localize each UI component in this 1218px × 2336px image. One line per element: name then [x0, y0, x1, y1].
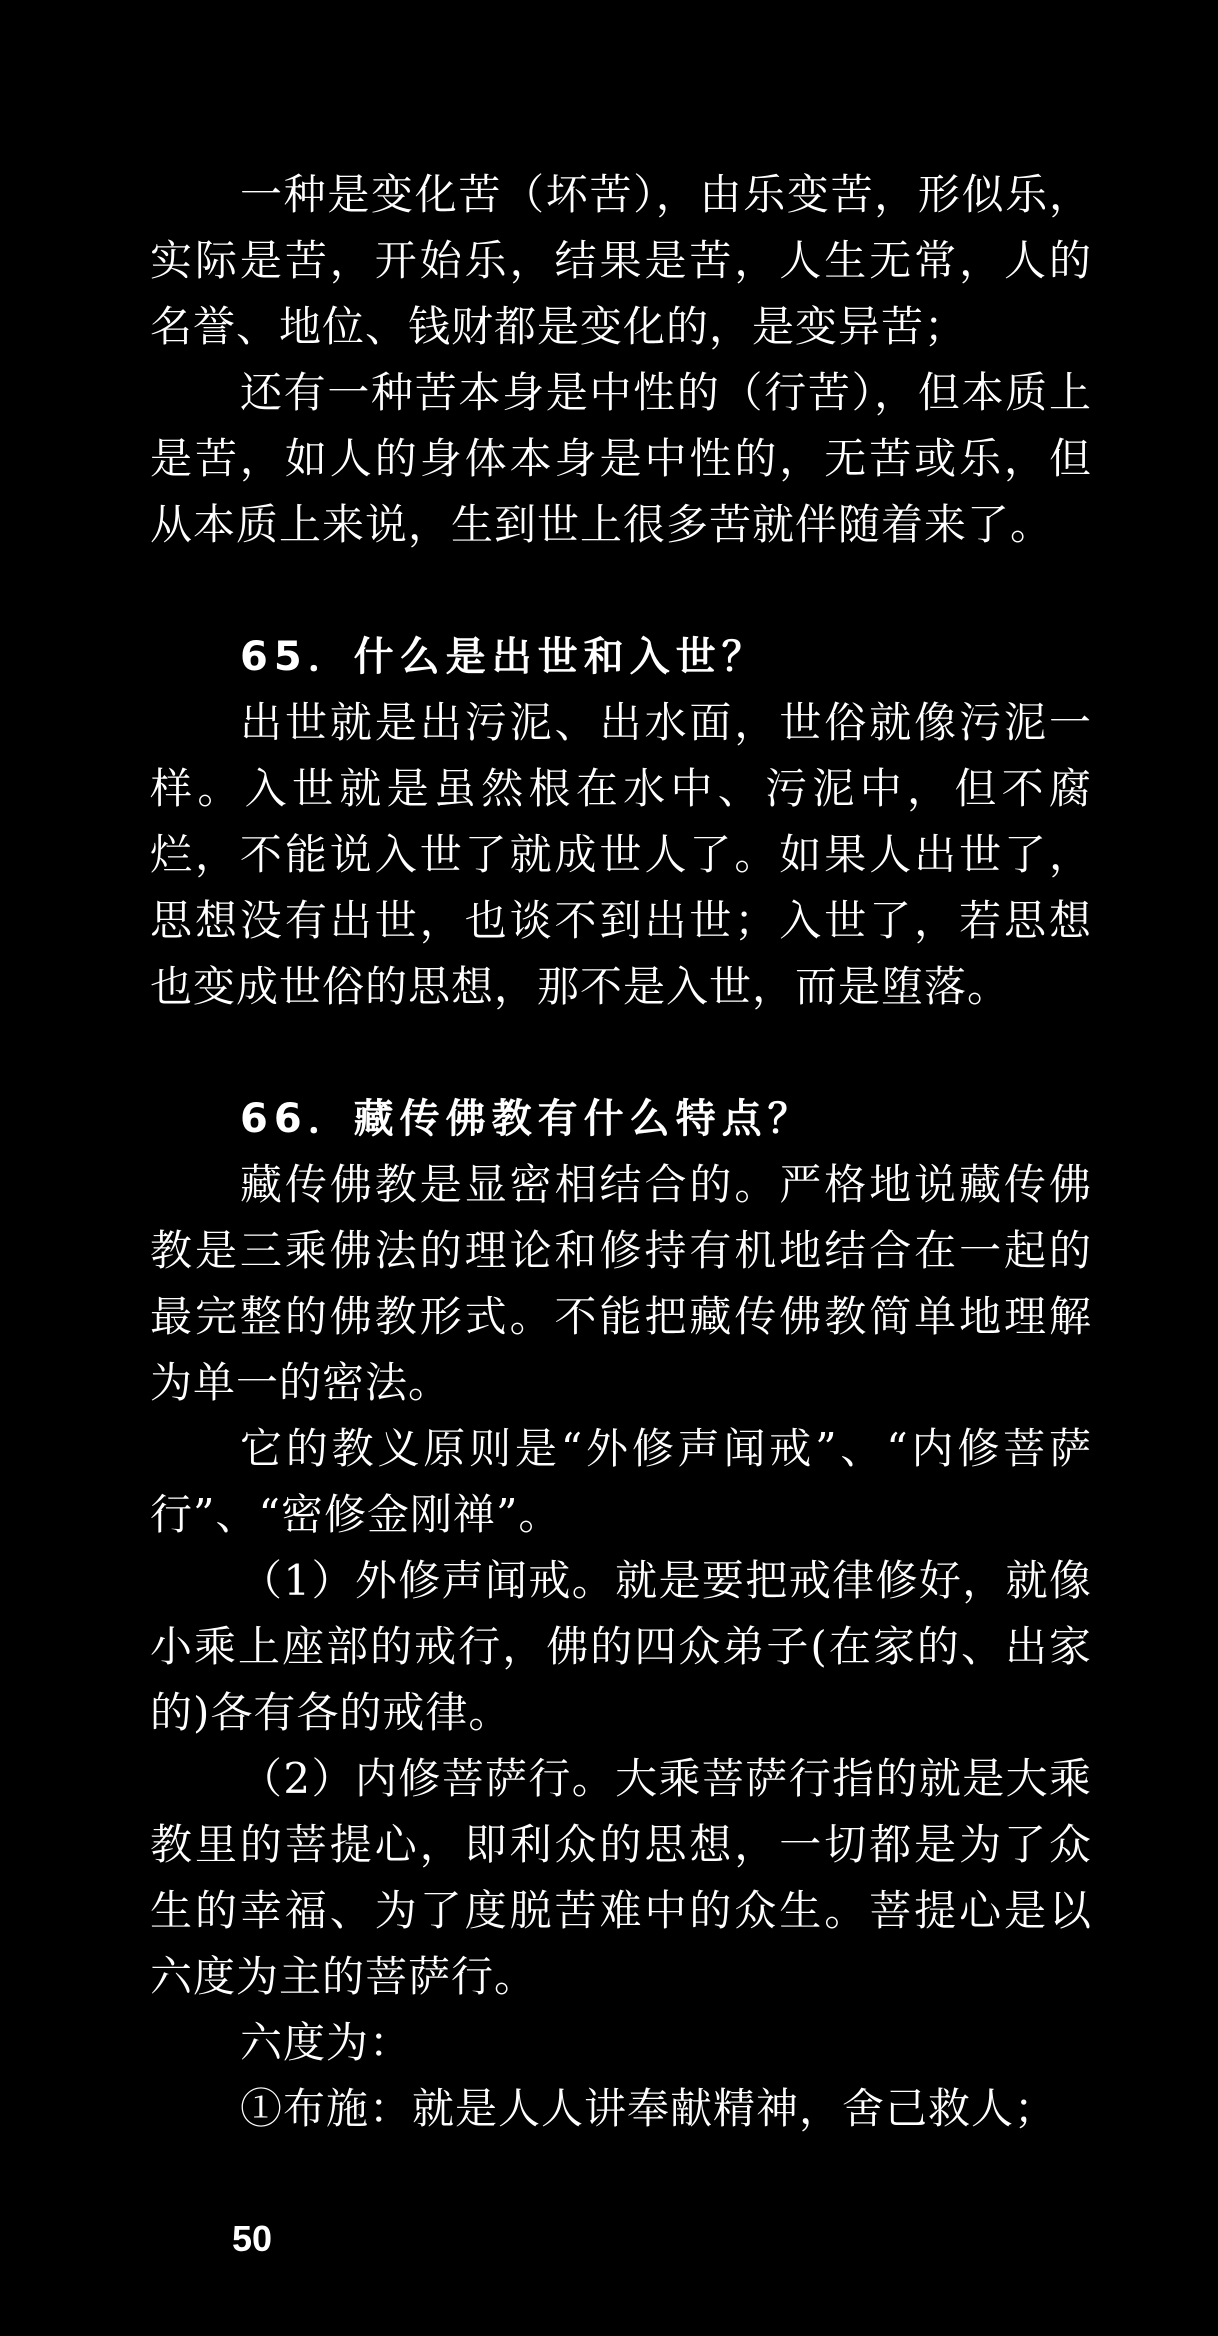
section-66-paragraph-1: 藏传佛教是显密相结合的。严格地说藏传佛教是三乘佛法的理论和修持有机地结合在一起的最完整的佛教形式。不能把藏传佛教简单地理解为单一的密法。	[150, 1160, 1092, 1407]
page-number: 50	[232, 2218, 273, 2259]
paragraph-bad-suffering: 一种是变化苦（坏苦），由乐变苦，形似乐，实际是苦，开始乐，结果是苦，人生无常，人的名誉、地位、钱财都是变化的，是变异苦；	[150, 170, 1092, 351]
section-66-paragraph-2: 它的教义原则是“外修声闻戒”、“内修菩萨行”、“密修金刚禅”。	[150, 1424, 1092, 1539]
page-body	[150, 162, 1092, 2142]
paragraph-conditioned-suffering: 还有一种苦本身是中性的（行苦），但本质上是苦，如人的身体本身是中性的，无苦或乐，但从本质上来说，生到世上很多苦就伴随着来了。	[150, 368, 1092, 549]
section-65-body: 出世就是出污泥、出水面，世俗就像污泥一样。入世就是虽然根在水中、污泥中，但不腐烂，不能说入世了就成世人了。如果人出世了，思想没有出世，也谈不到出世；入世了，若思想也变成世俗的思想，那不是入世，而是堕落。	[150, 698, 1092, 1011]
six-perfections-label: 六度为：	[240, 2018, 413, 2067]
section-65-heading: 65．什么是出世和入世？	[240, 634, 768, 680]
section-66-paragraph-3: （1）外修声闻戒。就是要把戒律修好，就像小乘上座部的戒行，佛的四众弟子(在家的、出家的)各有各的戒律。	[150, 1556, 1092, 1737]
six-perfections-item-1: ①布施：就是人人讲奉献精神，舍己救人；	[240, 2084, 1058, 2133]
section-66-heading: 66．藏传佛教有什么特点？	[240, 1096, 814, 1142]
section-66-paragraph-4: （2）内修菩萨行。大乘菩萨行指的就是大乘教里的菩提心，即利众的思想，一切都是为了众生的幸福、为了度脱苦难中的众生。菩提心是以六度为主的菩萨行。	[150, 1754, 1092, 2001]
